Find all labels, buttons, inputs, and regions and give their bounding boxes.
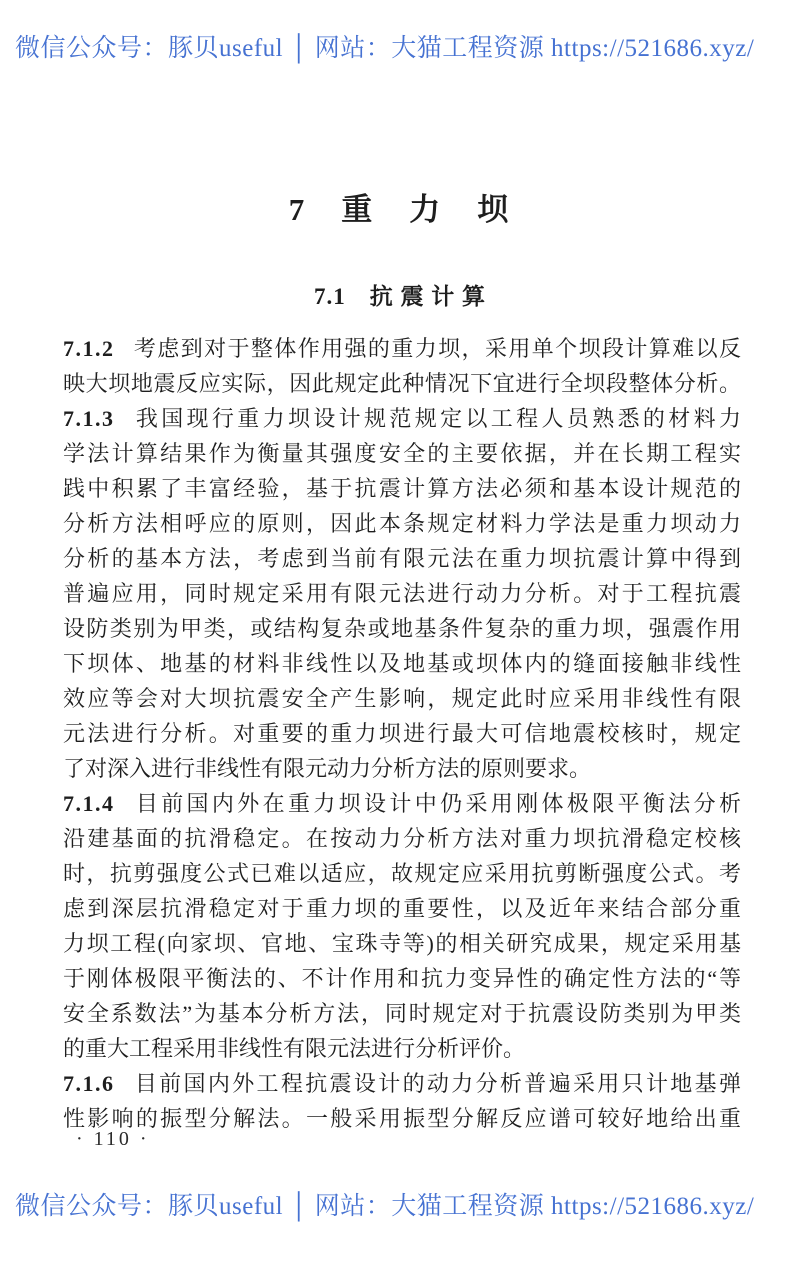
text-line: 7.1.4 目前国内外在重力坝设计中仍采用刚体极限平衡法分析 bbox=[63, 791, 741, 816]
text-line: 下坝体、地基的材料非线性以及地基或坝体内的缝面接触非线性 bbox=[63, 651, 741, 676]
text-line: 沿建基面的抗滑稳定。在按动力分析方法对重力坝抗滑稳定校核 bbox=[63, 826, 741, 851]
text-line: 效应等会对大坝抗震安全产生影响，规定此时应采用非线性有限 bbox=[63, 686, 741, 711]
page-number: · 110 · bbox=[76, 1128, 150, 1150]
text-line: 性影响的振型分解法。一般采用振型分解反应谱可较好地给出重 bbox=[63, 1106, 741, 1131]
clause-number: 7.1.4 bbox=[63, 791, 115, 816]
text-line: 践中积累了丰富经验，基于抗震计算方法必须和基本设计规范的 bbox=[63, 476, 741, 501]
text-line: 普遍应用，同时规定采用有限元法进行动力分析。对于工程抗震 bbox=[63, 581, 741, 606]
watermark-footer: 微信公众号：豚贝useful │ 网站：大猫工程资源 https://521686.xyz/ bbox=[15, 1193, 755, 1220]
clause-number: 7.1.2 bbox=[63, 336, 115, 361]
text-line: 7.1.6 目前国内外工程抗震设计的动力分析普遍采用只计地基弹 bbox=[63, 1071, 741, 1096]
text-line: 分析方法相呼应的原则，因此本条规定材料力学法是重力坝动力 bbox=[63, 511, 741, 536]
body-paragraphs bbox=[63, 331, 741, 1136]
text-line: 分析的基本方法，考虑到当前有限元法在重力坝抗震计算中得到 bbox=[63, 546, 741, 571]
text-line: 的重大工程采用非线性有限元法进行分析评价。 bbox=[63, 1036, 526, 1061]
text-line: 时，抗剪强度公式已难以适应，故规定应采用抗剪断强度公式。考 bbox=[63, 861, 741, 886]
text-line: 元法进行分析。对重要的重力坝进行最大可信地震校核时，规定 bbox=[63, 721, 741, 746]
text-line: 力坝工程(向家坝、官地、宝珠寺等)的相关研究成果，规定采用基 bbox=[63, 931, 741, 956]
clause-number: 7.1.3 bbox=[63, 406, 115, 431]
text-line: 虑到深层抗滑稳定对于重力坝的重要性，以及近年来结合部分重 bbox=[63, 896, 741, 921]
text-line: 7.1.2 考虑到对于整体作用强的重力坝，采用单个坝段计算难以反 bbox=[63, 336, 741, 361]
section-title: 7.1 抗 震 计 算 bbox=[314, 284, 486, 309]
text-line: 7.1.3 我国现行重力坝设计规范规定以工程人员熟悉的材料力 bbox=[63, 406, 741, 431]
text-line: 了对深入进行非线性有限元动力分析方法的原则要求。 bbox=[63, 756, 592, 781]
text-line: 安全系数法”为基本分析方法，同时规定对于抗震设防类别为甲类 bbox=[63, 1001, 741, 1026]
text-line: 映大坝地震反应实际，因此规定此种情况下宜进行全坝段整体分析。 bbox=[63, 371, 741, 396]
chapter-title: 7 重 力 坝 bbox=[288, 192, 512, 227]
watermark-header: 微信公众号：豚贝useful │ 网站：大猫工程资源 https://521686.xyz/ bbox=[15, 35, 755, 62]
text-line: 设防类别为甲类，或结构复杂或地基条件复杂的重力坝，强震作用 bbox=[63, 616, 741, 641]
text-line: 于刚体极限平衡法的、不计作用和抗力变异性的确定性方法的“等 bbox=[63, 966, 741, 991]
text-line: 学法计算结果作为衡量其强度安全的主要依据，并在长期工程实 bbox=[63, 441, 741, 466]
clause-number: 7.1.6 bbox=[63, 1071, 115, 1096]
